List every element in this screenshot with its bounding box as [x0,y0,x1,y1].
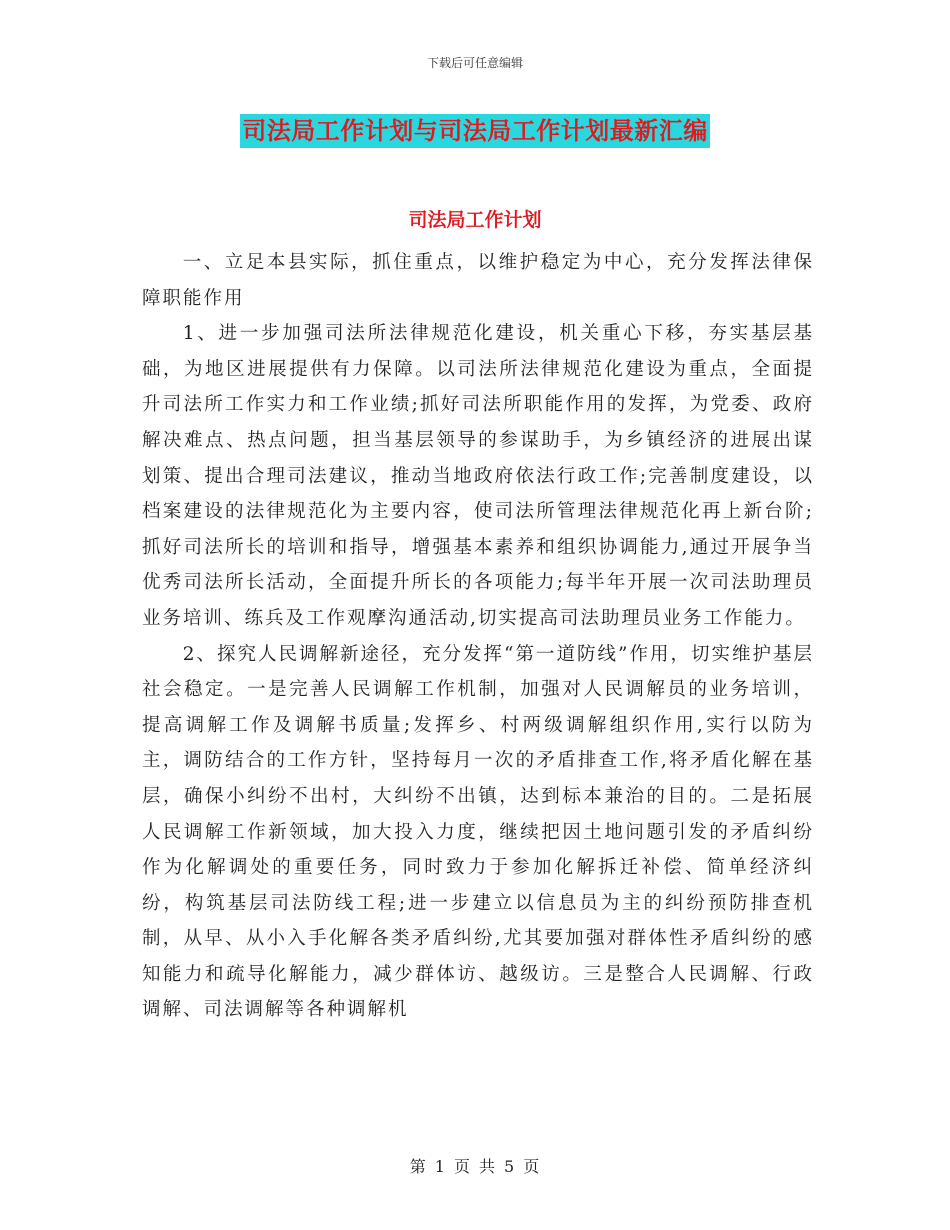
body-text [142,245,814,1028]
footer-total-prefix: 共 [479,1157,497,1176]
document-title: 司法局工作计划与司法局工作计划最新汇编 [240,114,710,148]
document-title-wrap [0,114,950,148]
header-note: 下载后可任意编辑 [426,56,523,70]
paragraph-item-2: 2、探究人民调解新途径，充分发挥“第一道防线”作用，切实维护基层社会稳定。一是完善人民调解工作机制，加强对人民调解员的业务培训，提高调解工作及调解书质量;发挥乡、村两级调解组织作用,实行以防为主，调防结合的工作方针，坚持每月一次的矛盾排查工作,将矛盾化解在基层，确保小纠纷不出村，大纠纷不出镇，达到标本兼治的目的。二是拓展人民调解工作新领域，加大投入力度，继续把因土地问题引发的矛盾纠纷作为化解调处的重要任务，同时致力于参加化解拆迁补偿、简单经济纠纷，构筑基层司法防线工程;进一步建立以信息员为主的纠纷预防排查机制，从早、从小入手化解各类矛盾纠纷,尤其要加强对群体性矛盾纠纷的感知能力和疏导化解能力，减少群体访、越级访。三是整合人民调解、行政调解、司法调解等各种调解机 [142,643,814,1021]
footer-page-number: 1 [434,1157,446,1176]
page-footer [0,1154,950,1177]
footer-total-pages: 5 [504,1157,516,1176]
footer-prefix: 第 [409,1157,427,1176]
footer-page-unit: 页 [453,1157,471,1176]
paragraph-item-1: 1、进一步加强司法所法律规范化建设，机关重心下移，夯实基层基础，为地区进展提供有力保障。以司法所法律规范化建设为重点，全面提升司法所工作实力和工作业绩;抓好司法所职能作用的发挥，为党委、政府解决难点、热点问题，担当基层领导的参谋助手，为乡镇经济的进展出谋划策、提出合理司法建议，推动当地政府依法行政工作;完善制度建设，以档案建设的法律规范化为主要内容，使司法所管理法律规范化再上新台阶;抓好司法所长的培训和指导，增强基本素养和组织协调能力,通过开展争当优秀司法所长活动，全面提升所长的各项能力;每半年开展一次司法助理员业务培训、练兵及工作观摩沟通活动,切实提高司法助理员业务工作能力。 [142,323,814,629]
section-title: 司法局工作计划 [408,209,542,231]
footer-total-unit: 页 [523,1157,541,1176]
paragraph-intro: 一、立足本县实际，抓住重点，以维护稳定为中心，充分发挥法律保障职能作用 [142,252,814,309]
